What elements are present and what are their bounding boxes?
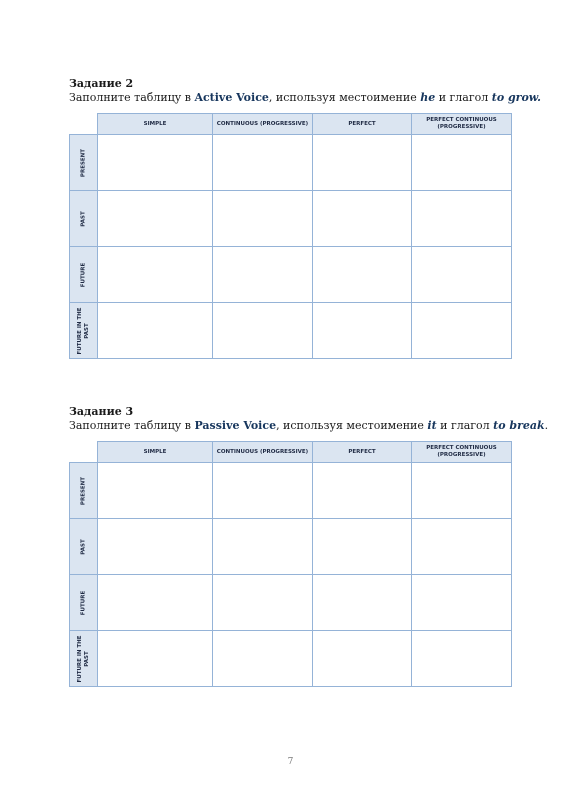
col-header-continuous: CONTINUOUS (PROGRESSIVE) — [213, 114, 313, 135]
table-row — [70, 135, 512, 191]
task-2-heading — [69, 77, 541, 105]
row-header-future-in-the-past — [70, 631, 98, 687]
task-2-instruction — [69, 91, 541, 105]
col-header-perfect-continuous: PERFECT CONTINUOUS (PROGRESSIVE) — [412, 114, 512, 135]
task-2-table — [69, 113, 512, 359]
row-header-label: FUTURE IN THE PAST — [76, 634, 90, 683]
row-header-label: FUTURE IN THE PAST — [76, 306, 90, 355]
task-3-title: Задание 3 — [69, 405, 134, 418]
table-header-row — [70, 442, 512, 463]
task-3-heading — [69, 405, 549, 433]
page-number: 7 — [287, 757, 294, 767]
answer-cell[interactable] — [313, 519, 412, 575]
task-2-instr-prefix: Заполните таблицу в — [69, 91, 195, 104]
table-corner — [70, 114, 98, 135]
table-row — [70, 575, 512, 631]
answer-cell[interactable] — [213, 247, 313, 303]
task-3-voice: Passive Voice — [194, 419, 277, 432]
table-corner — [70, 442, 98, 463]
col-header-perfect-continuous: PERFECT CONTINUOUS (PROGRESSIVE) — [412, 442, 512, 463]
col-header-simple: SIMPLE — [98, 114, 213, 135]
answer-cell[interactable] — [313, 247, 412, 303]
answer-cell[interactable] — [412, 463, 512, 519]
col-header-continuous: CONTINUOUS (PROGRESSIVE) — [213, 442, 313, 463]
row-header-label: PRESENT — [80, 148, 86, 177]
answer-cell[interactable] — [213, 135, 313, 191]
row-header-past — [70, 519, 98, 575]
answer-cell[interactable] — [313, 191, 412, 247]
table-row — [70, 191, 512, 247]
answer-cell[interactable] — [213, 519, 313, 575]
answer-cell[interactable] — [98, 631, 213, 687]
answer-cell[interactable] — [213, 463, 313, 519]
task-2-pronoun: he — [420, 91, 436, 104]
answer-cell[interactable] — [412, 631, 512, 687]
answer-cell[interactable] — [213, 575, 313, 631]
col-header-perfect: PERFECT — [313, 114, 412, 135]
task-3-verb: to break — [493, 419, 545, 432]
table-row — [70, 631, 512, 687]
answer-cell[interactable] — [313, 631, 412, 687]
task-2-verb: to grow. — [491, 91, 541, 104]
task-3-pronoun: it — [427, 419, 437, 432]
row-header-label: FUTURE — [80, 590, 86, 615]
task-3-instr-middle: , используя местоимение — [276, 419, 428, 432]
row-header-present — [70, 135, 98, 191]
task-3-instr-prefix: Заполните таблицу в — [69, 419, 195, 432]
row-header-future-in-the-past — [70, 303, 98, 359]
answer-cell[interactable] — [412, 303, 512, 359]
col-header-simple: SIMPLE — [98, 442, 213, 463]
answer-cell[interactable] — [313, 463, 412, 519]
row-header-label: PAST — [80, 210, 86, 227]
task-2-instr-middle: , используя местоимение — [268, 91, 421, 104]
answer-cell[interactable] — [412, 519, 512, 575]
task-3-instr-conj: и глагол — [436, 419, 494, 432]
table-row — [70, 247, 512, 303]
table-row — [70, 303, 512, 359]
answer-cell[interactable] — [313, 135, 412, 191]
task-2-voice: Active Voice — [194, 91, 269, 104]
answer-cell[interactable] — [213, 631, 313, 687]
answer-cell[interactable] — [98, 303, 213, 359]
table-header-row — [70, 114, 512, 135]
answer-cell[interactable] — [98, 135, 213, 191]
row-header-label: FUTURE — [80, 262, 86, 287]
answer-cell[interactable] — [313, 575, 412, 631]
answer-cell[interactable] — [412, 191, 512, 247]
table-row — [70, 463, 512, 519]
table-row — [70, 519, 512, 575]
answer-cell[interactable] — [313, 303, 412, 359]
row-header-past — [70, 191, 98, 247]
task-3-table — [69, 441, 512, 687]
answer-cell[interactable] — [412, 135, 512, 191]
task-3-instruction — [69, 419, 549, 433]
answer-cell[interactable] — [213, 303, 313, 359]
row-header-future — [70, 247, 98, 303]
answer-cell[interactable] — [98, 463, 213, 519]
row-header-label: PRESENT — [80, 476, 86, 505]
task-2-instr-conj: и глагол — [435, 91, 492, 104]
task-2-title: Задание 2 — [69, 77, 134, 90]
col-header-perfect: PERFECT — [313, 442, 412, 463]
row-header-present — [70, 463, 98, 519]
answer-cell[interactable] — [213, 191, 313, 247]
row-header-future — [70, 575, 98, 631]
task-3-instr-suffix: . — [544, 419, 549, 432]
answer-cell[interactable] — [412, 575, 512, 631]
answer-cell[interactable] — [412, 247, 512, 303]
row-header-label: PAST — [80, 538, 86, 555]
answer-cell[interactable] — [98, 247, 213, 303]
answer-cell[interactable] — [98, 575, 213, 631]
answer-cell[interactable] — [98, 519, 213, 575]
answer-cell[interactable] — [98, 191, 213, 247]
